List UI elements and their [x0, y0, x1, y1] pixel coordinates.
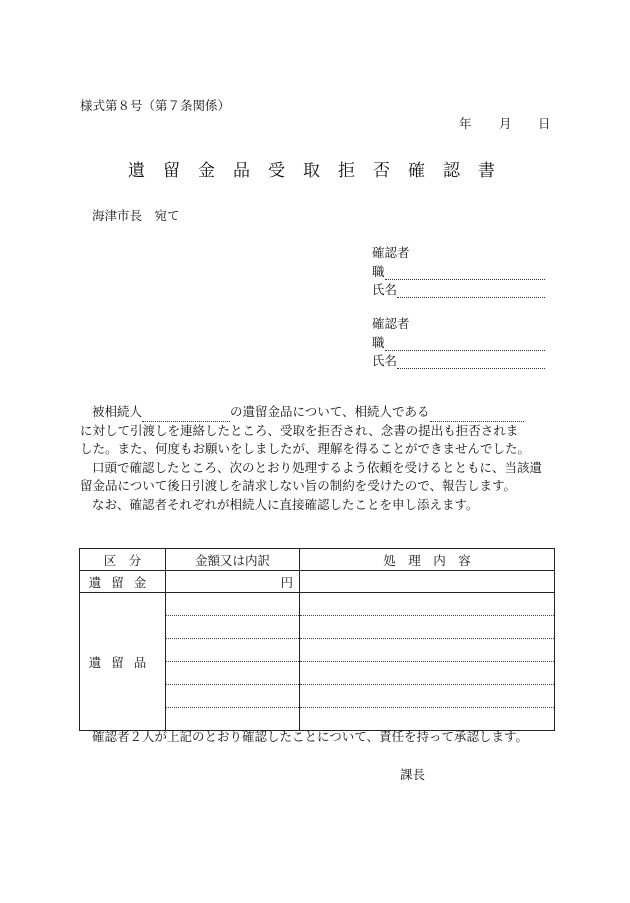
date-day-label: 日	[538, 116, 551, 131]
date-year-label: 年	[459, 116, 472, 131]
items-detail-cell[interactable]	[166, 662, 300, 685]
items-disposition-cell[interactable]	[300, 662, 555, 685]
body-line-2: に対して引渡しを連絡したところ、受取を拒否され、念書の提出も拒否されま	[80, 422, 519, 438]
decedent-label: 被相続人	[92, 404, 143, 419]
body-text	[80, 403, 550, 514]
items-disposition-cell[interactable]	[300, 616, 555, 639]
addressee: 海津市長 宛て	[92, 208, 180, 223]
items-detail-cell[interactable]	[166, 593, 300, 616]
confirmer-2-name-line	[397, 354, 545, 369]
confirmer-1-position-field[interactable]	[372, 262, 545, 280]
items-disposition-cell[interactable]	[300, 593, 555, 616]
confirmer-1-name-label: 氏名	[372, 282, 398, 297]
body-paragraph-3: なお、確認者それぞれが相続人に直接確認したことを申し添えます。	[92, 496, 479, 512]
confirmer-1-position-line	[385, 265, 545, 280]
items-disposition-cell[interactable]	[300, 639, 555, 662]
yen-unit: 円	[280, 574, 293, 590]
confirmer-2-name-field[interactable]	[372, 351, 545, 369]
heir-name-field[interactable]	[430, 407, 524, 422]
approval-statement: 確認者２人が上記のとおり確認したことについて、責任を持って承認します。	[92, 729, 529, 744]
cash-amount-cell[interactable]	[166, 571, 300, 593]
items-table	[79, 548, 555, 731]
body-line-1-mid: の遺留金品について、相続人である	[230, 404, 430, 419]
items-disposition-cell[interactable]	[300, 685, 555, 708]
items-detail-cell[interactable]	[166, 639, 300, 662]
form-number: 様式第８号（第７条関係）	[80, 98, 231, 113]
items-detail-cell[interactable]	[166, 685, 300, 708]
confirmer-1-name-field[interactable]	[372, 280, 545, 298]
cash-row	[80, 571, 555, 593]
table-header-row	[80, 549, 555, 571]
confirmer-2-position-line	[385, 336, 545, 351]
decedent-name-field[interactable]	[142, 407, 230, 422]
items-detail-cell[interactable]	[166, 616, 300, 639]
confirmer-2-name-label: 氏名	[372, 353, 398, 368]
confirmer-2-label: 確認者	[372, 316, 410, 331]
header-category: 区 分	[80, 549, 166, 571]
body-paragraph-2: 口頭で確認したところ、次のとおり処理するよう依頼を受けるとともに、当該遺留金品について後日引渡しを請求しない旨の制約を受けたので、報告します。	[80, 459, 543, 493]
confirmer-2-position-field[interactable]	[372, 333, 545, 351]
items-row-label: 遺留品	[80, 593, 166, 731]
header-amount: 金額又は内訳	[166, 549, 300, 571]
confirmer-2-position-label: 職	[372, 335, 385, 350]
confirmer-1-label: 確認者	[372, 245, 410, 260]
confirmer-1-name-line	[397, 283, 545, 298]
document-title: 遺留金品受取拒否確認書	[128, 161, 513, 181]
body-line-1	[80, 403, 550, 422]
approver-label: 課長	[400, 767, 426, 782]
confirmer-1-position-label: 職	[372, 264, 385, 279]
items-row	[80, 593, 555, 616]
cash-row-label: 遺留金	[80, 571, 166, 593]
cash-disposition-cell[interactable]	[300, 571, 555, 593]
date-month-label: 月	[499, 116, 512, 131]
body-line-3: した。また、何度もお願いをしましたが、理解を得ることができませんでした。	[80, 441, 531, 456]
header-disposition: 処 理 内 容	[300, 549, 555, 571]
